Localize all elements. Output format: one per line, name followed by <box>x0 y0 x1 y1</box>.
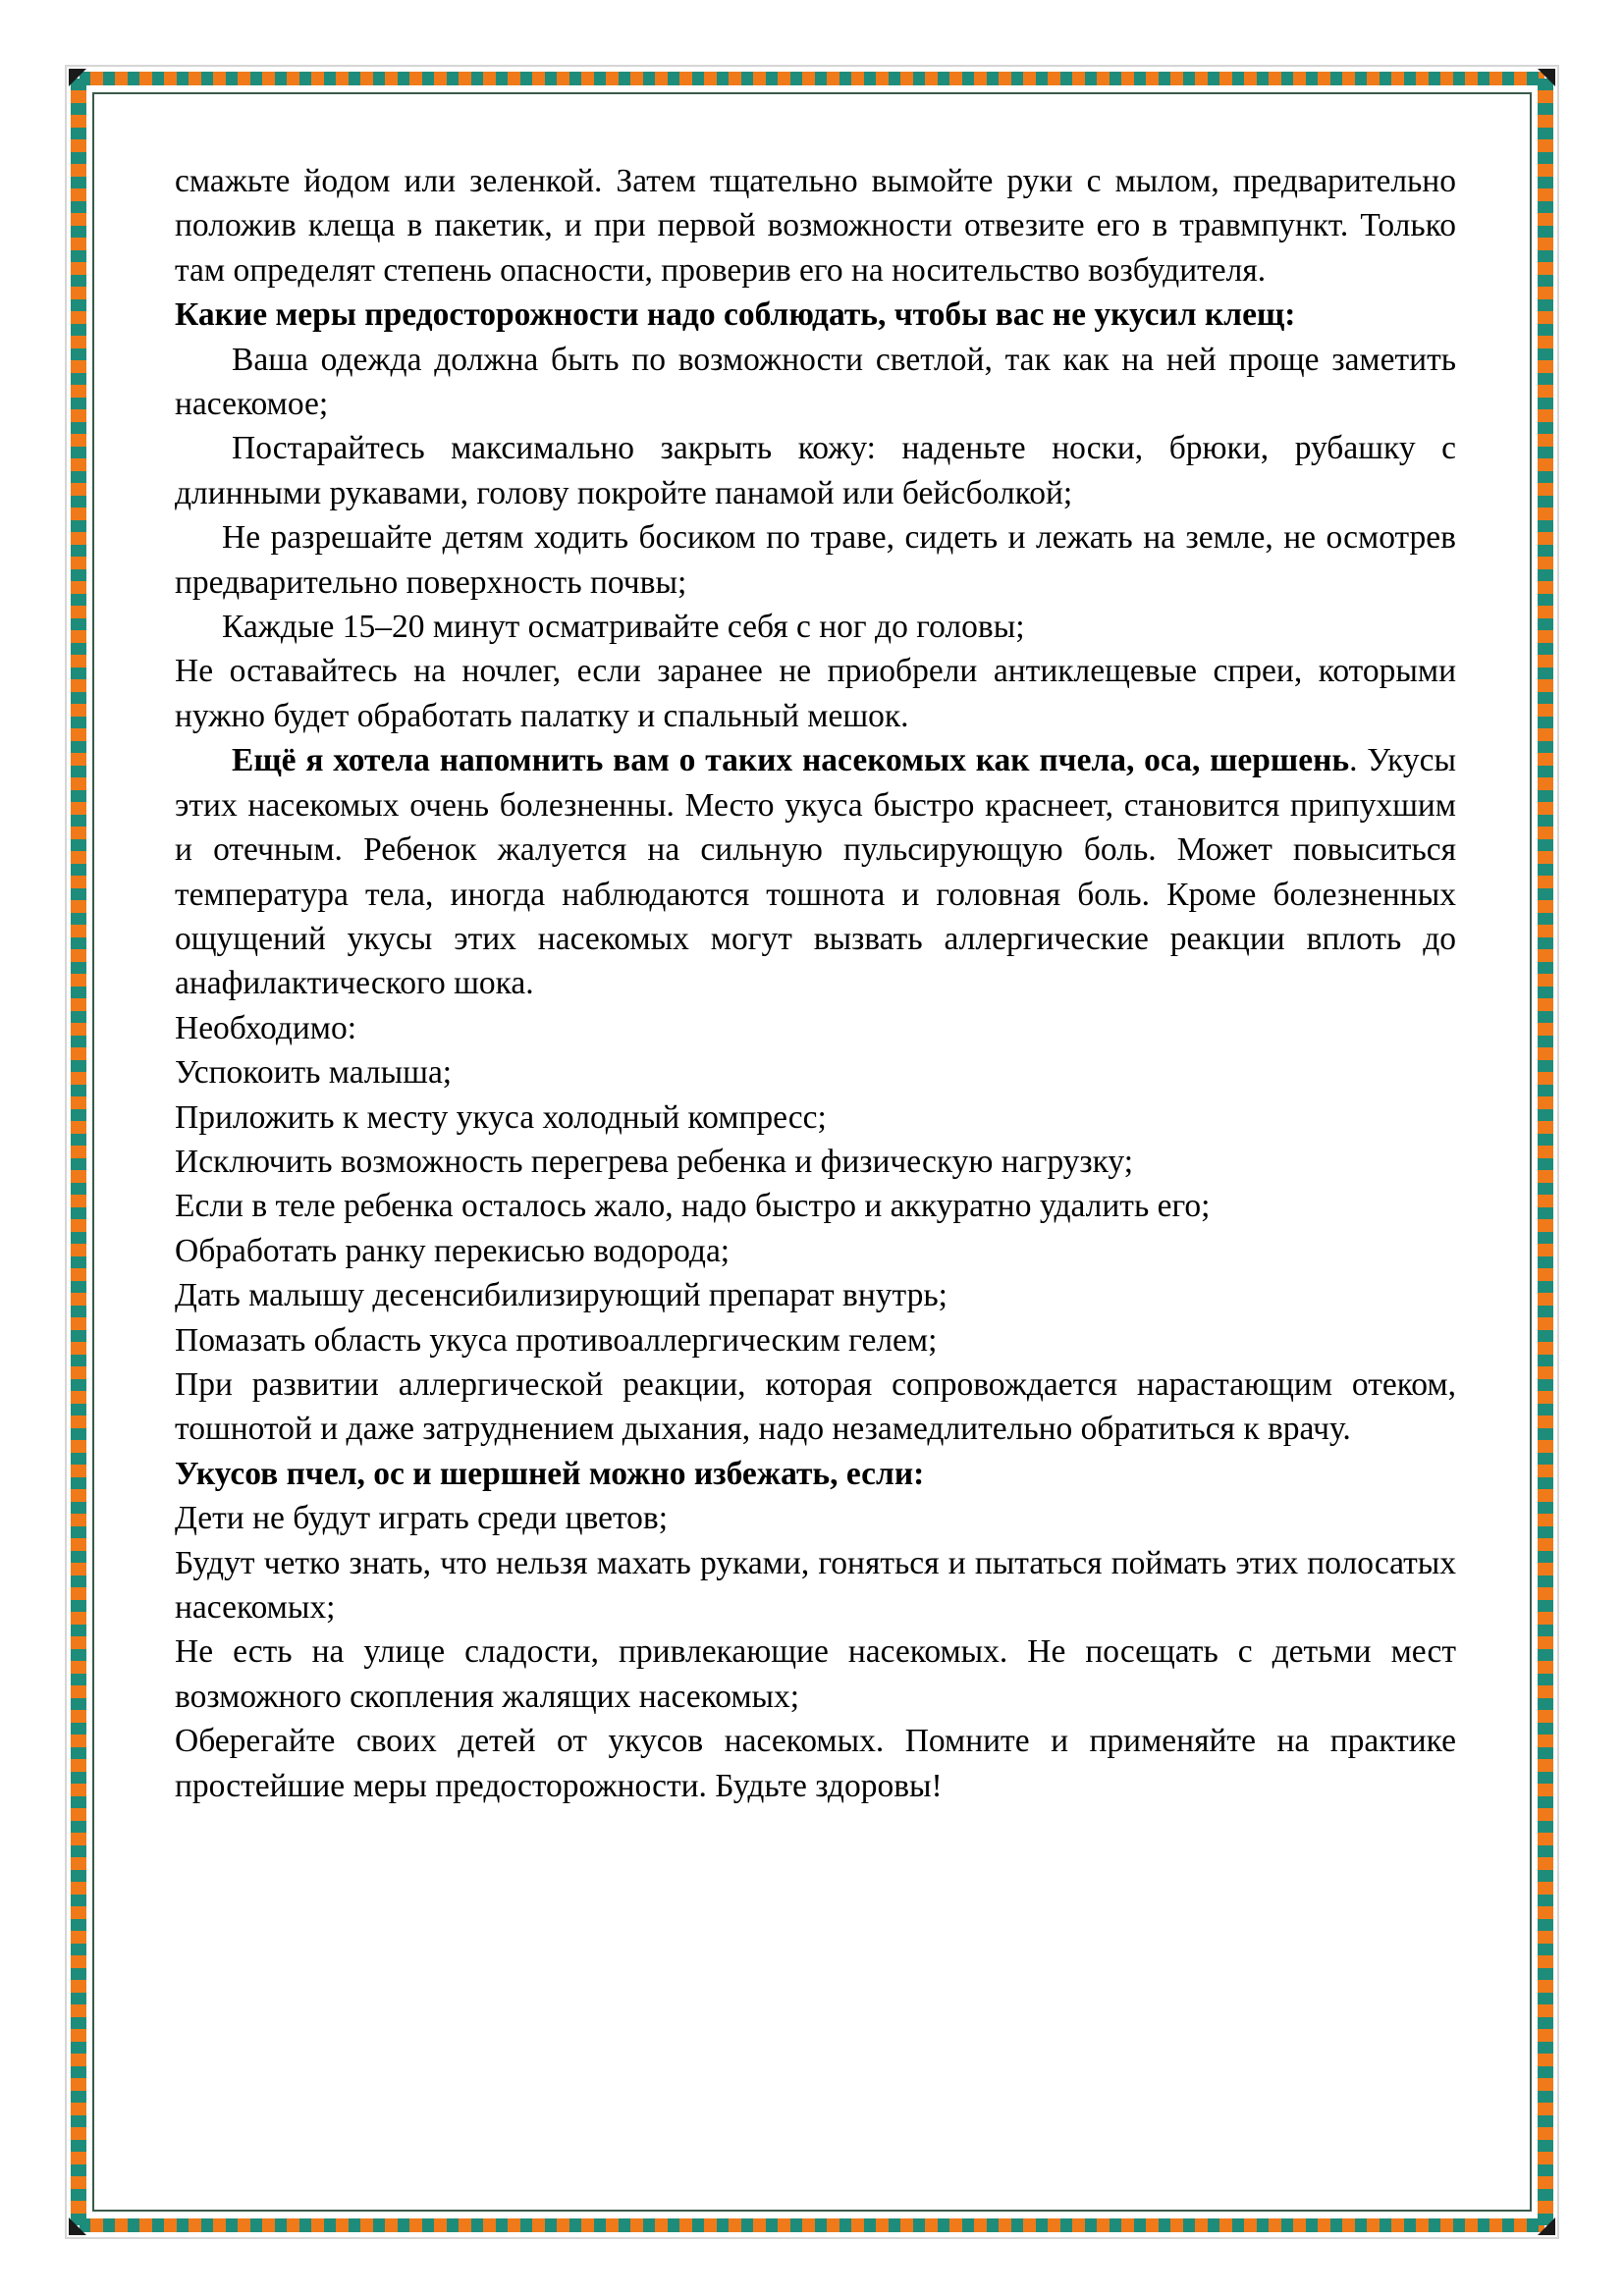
paragraph <box>175 738 1456 1005</box>
list-item: Не разрешайте детям ходить босиком по траве, сидеть и лежать на земле, не осмотрев предварительно поверхность почвы; <box>175 519 1456 601</box>
list-item: Дети не будут играть среди цветов; <box>175 1500 669 1537</box>
list-item: Исключить возможность перегрева ребенка и физическую нагрузку; <box>175 1143 1134 1180</box>
list-item: Успокоить малыша; <box>175 1054 453 1092</box>
list-item: При развитии аллергической реакции, которая сопровождается нарастающим отеком, тошнотой и даже затруднением дыхания, надо незамедлительно обратиться к врачу. <box>175 1365 1456 1448</box>
list-item: Приложить к месту укуса холодный компресс; <box>175 1098 827 1136</box>
heading-text: Укусов пчел, ос и шершней можно избежать, если: <box>175 1455 925 1492</box>
corner-top-left <box>69 69 86 86</box>
border-left <box>71 79 86 2225</box>
list-item: Дать малышу десенсибилизирующий препарат внутрь; <box>175 1277 947 1314</box>
list-item: Обработать ранку перекисью водорода; <box>175 1232 731 1269</box>
border-bottom <box>79 2217 1545 2233</box>
corner-top-right <box>1538 69 1555 86</box>
bold-lead-text: Ещё я хотела напомнить вам о таких насекомых как пчела, оса, шершень <box>232 742 1350 779</box>
paragraph-text: . Укусы этих насекомых очень болезненны. Место укуса быстро краснеет, становится припухшим и отечным. Ребенок жалуется на сильную пульсирующую боль. Может повыситься температура тела, иногда наблюдаются тошнота и головная боль. Кроме болезненных ощущений укусы этих насекомых могут вызвать аллергические реакции вплоть до анафилактического шока. <box>175 742 1457 1002</box>
corner-bottom-right <box>1538 2217 1555 2235</box>
border-top <box>79 71 1545 86</box>
heading-text: Какие меры предосторожности надо соблюдать, чтобы вас не укусил клещ: <box>175 296 1296 334</box>
list-item: Не есть на улице сладости, привлекающие насекомых. Не посещать с детьми мест возможного скопления жалящих насекомых; <box>175 1633 1456 1715</box>
list-item: Каждые 15–20 минут осматривайте себя с ног до головы; <box>222 609 1025 646</box>
paragraph: смажьте йодом или зеленкой. Затем тщательно вымойте руки с мылом, предварительно положив клеща в пакетик, и при первой возможности отвезите его в травмпункт. Только там определят степень опасности, проверив его на носительство возбудителя. <box>175 163 1456 289</box>
section-heading <box>175 1452 1456 1496</box>
list-item: Не оставайтесь на ночлег, если заранее не приобрели антиклещевые спреи, которыми нужно будет обработать палатку и спальный мешок. <box>175 653 1456 734</box>
list-item: Ваша одежда должна быть по возможности светлой, так как на ней проще заметить насекомое; <box>175 341 1456 423</box>
section-heading <box>175 293 1456 337</box>
document-body <box>175 159 1456 1808</box>
list-item: Помазать область укуса противоаллергическим гелем; <box>175 1321 938 1359</box>
corner-bottom-left <box>69 2217 86 2235</box>
list-item: Постарайтесь максимально закрыть кожу: наденьте носки, брюки, рубашку с длинными рукавами, голову покройте панамой или бейсболкой; <box>175 430 1456 511</box>
paragraph: Оберегайте своих детей от укусов насекомых. Помните и применяйте на практике простейшие меры предосторожности. Будьте здоровы! <box>175 1723 1456 1804</box>
list-item: Если в теле ребенка осталось жало, надо быстро и аккуратно удалить его; <box>175 1188 1211 1225</box>
border-right <box>1538 79 1553 2225</box>
list-item: Будут четко знать, что нельзя махать руками, гоняться и пытаться поймать этих полосатых насекомых; <box>175 1544 1456 1626</box>
list-heading: Необходимо: <box>175 1009 357 1046</box>
